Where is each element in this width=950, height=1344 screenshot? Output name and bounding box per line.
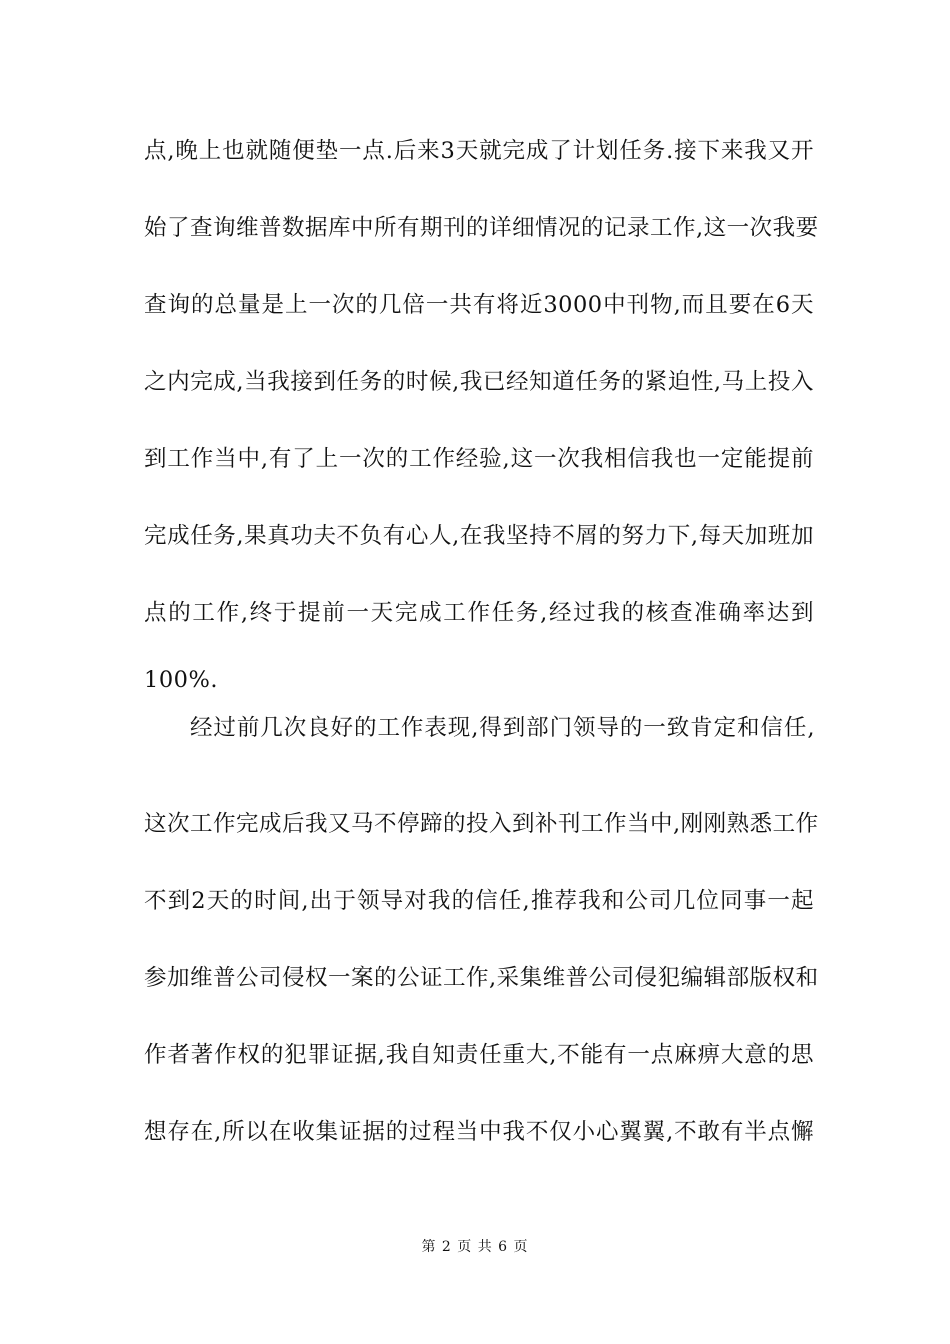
body-text-line: 之内完成,当我接到任务的时候,我已经知道任务的紧迫性,马上投入 xyxy=(144,369,814,395)
page-number-footer: 第 2 页 共 6 页 xyxy=(421,1239,529,1255)
body-text-line: 100%. xyxy=(144,667,218,693)
body-text-line: 想存在,所以在收集证据的过程当中我不仅小心翼翼,不敢有半点懈 xyxy=(144,1119,814,1145)
body-text-line: 查询的总量是上一次的几倍一共有将近3000中刊物,而且要在6天 xyxy=(144,292,814,318)
paragraph-first-line: 经过前几次良好的工作表现,得到部门领导的一致肯定和信任, xyxy=(190,715,815,741)
body-text-line: 参加维普公司侵权一案的公证工作,采集维普公司侵犯编辑部版权和 xyxy=(144,965,819,991)
body-text-line: 作者著作权的犯罪证据,我自知责任重大,不能有一点麻痹大意的思 xyxy=(144,1042,814,1068)
body-text-line: 不到2天的时间,出于领导对我的信任,推荐我和公司几位同事一起 xyxy=(144,888,814,914)
body-text-line: 始了查询维普数据库中所有期刊的详细情况的记录工作,这一次我要 xyxy=(144,215,819,241)
body-text-line: 完成任务,果真功夫不负有心人,在我坚持不屑的努力下,每天加班加 xyxy=(144,523,814,549)
body-text-line: 这次工作完成后我又马不停蹄的投入到补刊工作当中,刚刚熟悉工作 xyxy=(144,811,819,837)
body-text-line: 点的工作,终于提前一天完成工作任务,经过我的核查准确率达到 xyxy=(144,600,814,626)
body-text-line: 到工作当中,有了上一次的工作经验,这一次我相信我也一定能提前 xyxy=(144,446,814,472)
body-text-line: 点,晚上也就随便垫一点.后来3天就完成了计划任务.接下来我又开 xyxy=(144,138,814,164)
